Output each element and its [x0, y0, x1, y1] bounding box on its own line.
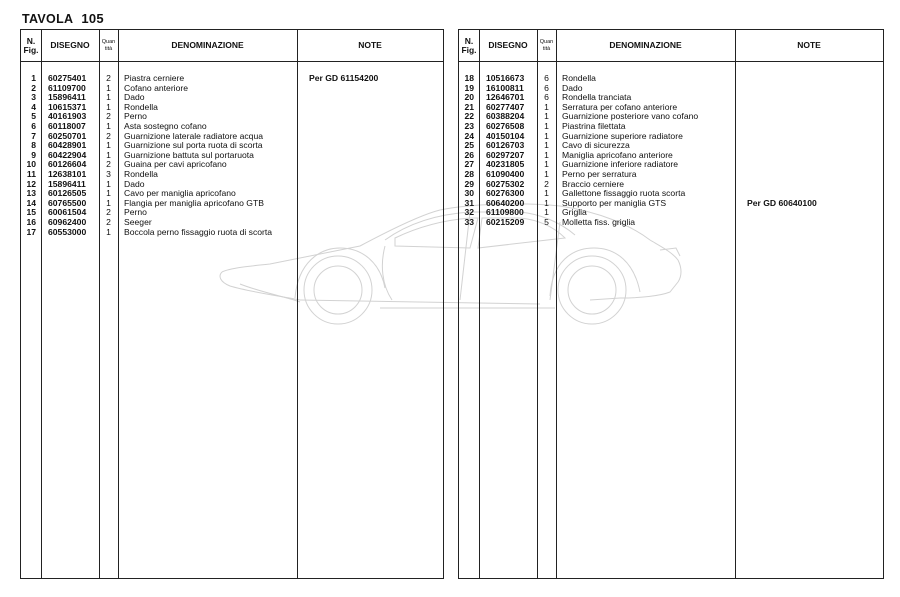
row-quantita: 1 — [106, 188, 111, 199]
row-quantita: 2 — [106, 111, 111, 122]
row-denominazione: Flangia per maniglia apricofano GTB — [124, 197, 264, 208]
row-denominazione: Seeger — [124, 216, 152, 227]
row-number: 13 — [26, 188, 36, 199]
row-denominazione: Serratura per cofano anteriore — [562, 101, 678, 112]
row-quantita: 2 — [106, 73, 111, 83]
row-quantita: 1 — [106, 82, 111, 93]
title-number: 105 — [81, 11, 104, 26]
header-n-fig-line2: Fig. — [461, 44, 477, 55]
row-disegno: 60215209 — [486, 216, 525, 227]
row-number: 9 — [31, 149, 36, 160]
row-denominazione: Rondella — [562, 73, 596, 83]
row-quantita: 1 — [106, 178, 111, 189]
header-note: NOTE — [358, 40, 382, 50]
row-number: 24 — [464, 130, 474, 141]
row-disegno: 60250701 — [48, 130, 87, 141]
row-denominazione: Guarnizione battuta sul portaruota — [124, 149, 254, 160]
row-denominazione: Guarnizione inferiore radiatore — [562, 159, 679, 170]
row-disegno: 10615371 — [48, 101, 87, 112]
row-disegno: 60422904 — [48, 149, 87, 160]
header-quantita-line2: tità — [104, 45, 113, 52]
row-quantita: 2 — [106, 216, 111, 227]
row-number: 10 — [26, 159, 36, 170]
row-disegno: 60765500 — [48, 197, 87, 208]
row-number: 23 — [464, 120, 474, 131]
row-number: 25 — [464, 140, 474, 151]
row-number: 2 — [31, 82, 36, 93]
row-number: 16 — [26, 216, 36, 227]
table-row — [21, 228, 443, 238]
row-number: 33 — [464, 216, 474, 227]
row-quantita: 6 — [544, 82, 549, 93]
row-denominazione: Rondella tranciata — [562, 92, 632, 103]
header-denominazione: DENOMINAZIONE — [609, 40, 682, 50]
row-disegno: 60276300 — [486, 188, 525, 199]
parts-table-left — [20, 29, 444, 579]
row-number: 4 — [31, 101, 36, 112]
row-quantita: 1 — [544, 149, 549, 160]
row-quantita: 1 — [106, 197, 111, 208]
row-number: 15 — [26, 207, 36, 218]
row-denominazione: Guarnizione laterale radiatore acqua — [124, 130, 264, 141]
parts-table-right — [458, 29, 884, 579]
row-disegno: 60126604 — [48, 159, 87, 170]
row-quantita: 2 — [544, 178, 549, 189]
header-n-fig-line2: Fig. — [23, 44, 39, 55]
row-number: 1 — [31, 73, 36, 83]
row-disegno: 60126703 — [486, 140, 525, 151]
header-quantita — [537, 30, 556, 61]
row-number: 27 — [464, 159, 474, 170]
row-denominazione: Perno per serratura — [562, 168, 637, 179]
header-denominazione: DENOMINAZIONE — [171, 40, 244, 50]
row-note: Per GD 61154200 — [309, 73, 379, 83]
row-disegno: 12638101 — [48, 168, 87, 179]
row-number: 11 — [26, 168, 36, 179]
row-number: 30 — [464, 188, 474, 199]
row-disegno: 60640200 — [486, 197, 525, 208]
header-quantita — [99, 30, 118, 61]
header-quantita-line1: Quan — [101, 38, 116, 45]
row-number: 26 — [464, 149, 474, 160]
row-quantita: 1 — [544, 101, 549, 112]
row-quantita: 1 — [106, 140, 111, 151]
row-denominazione: Perno — [124, 207, 147, 218]
row-number: 8 — [31, 140, 36, 151]
row-disegno: 40231805 — [486, 159, 525, 170]
row-disegno: 40161903 — [48, 111, 87, 122]
header-n-fig-line1: N. — [26, 35, 36, 46]
row-denominazione: Rondella — [124, 168, 158, 179]
row-denominazione: Molletta fiss. griglia — [562, 216, 636, 227]
row-number: 5 — [31, 111, 36, 122]
row-quantita: 2 — [106, 207, 111, 218]
row-number: 21 — [464, 101, 474, 112]
row-disegno: 60275302 — [486, 178, 525, 189]
header-n-fig — [459, 30, 479, 61]
row-disegno: 16100811 — [486, 82, 524, 93]
row-number: 17 — [26, 226, 36, 237]
row-denominazione: Piastrina filettata — [562, 120, 626, 131]
row-number: 6 — [31, 120, 36, 131]
header-quantita-line1: Quan — [539, 38, 554, 45]
row-disegno: 15896411 — [48, 178, 86, 189]
header-quantita-line2: tità — [542, 45, 551, 52]
row-disegno: 60297207 — [486, 149, 525, 160]
row-denominazione: Guarnizione superiore radiatore — [562, 130, 683, 141]
row-disegno: 60277407 — [486, 101, 525, 112]
row-denominazione: Gallettone fissaggio ruota scorta — [562, 188, 686, 199]
row-number: 29 — [464, 178, 474, 189]
header-n-fig — [21, 30, 41, 61]
row-quantita: 1 — [544, 197, 549, 208]
row-denominazione: Asta sostegno cofano — [124, 120, 207, 131]
header-n-fig-line1: N. — [464, 35, 474, 46]
row-quantita: 1 — [106, 92, 111, 103]
row-denominazione: Supporto per maniglia GTS — [562, 197, 667, 208]
row-quantita: 1 — [544, 130, 549, 141]
row-denominazione: Braccio cerniere — [562, 178, 625, 189]
row-number: 22 — [464, 111, 474, 122]
title-label: TAVOLA — [22, 12, 74, 26]
page-title — [22, 11, 104, 26]
header-divider — [21, 61, 443, 62]
row-disegno: 60275401 — [48, 73, 87, 83]
row-quantita: 1 — [544, 188, 549, 199]
row-disegno: 60276508 — [486, 120, 525, 131]
row-quantita: 6 — [544, 92, 549, 103]
row-disegno: 61090400 — [486, 168, 525, 179]
row-number: 31 — [464, 197, 474, 208]
row-denominazione: Maniglia apricofano anteriore — [562, 149, 673, 160]
row-number: 12 — [26, 178, 36, 189]
row-quantita: 1 — [544, 168, 549, 179]
row-disegno: 60061504 — [48, 207, 87, 218]
row-disegno: 10516673 — [486, 73, 525, 83]
row-quantita: 2 — [106, 130, 111, 141]
table-row — [459, 218, 883, 228]
row-number: 3 — [31, 92, 36, 103]
row-denominazione: Boccola perno fissaggio ruota di scorta — [124, 226, 273, 237]
row-disegno: 40150104 — [486, 130, 525, 141]
row-denominazione: Dado — [124, 178, 145, 189]
row-number: 20 — [464, 92, 474, 103]
row-disegno: 61109800 — [486, 207, 524, 218]
row-quantita: 1 — [544, 159, 549, 170]
row-denominazione: Dado — [562, 82, 583, 93]
header-disegno: DISEGNO — [50, 40, 90, 50]
row-denominazione: Guarnizione sul porta ruota di scorta — [124, 140, 263, 151]
row-quantita: 1 — [544, 140, 549, 151]
row-disegno: 60118007 — [48, 120, 86, 131]
row-denominazione: Guaina per cavi apricofano — [124, 159, 227, 170]
row-quantita: 1 — [106, 101, 111, 112]
row-denominazione: Rondella — [124, 101, 158, 112]
row-number: 19 — [464, 82, 474, 93]
row-quantita: 1 — [544, 111, 549, 122]
row-denominazione: Griglia — [562, 207, 587, 218]
row-disegno: 61109700 — [48, 82, 86, 93]
row-quantita: 1 — [106, 226, 111, 237]
row-disegno: 60962400 — [48, 216, 87, 227]
row-note: Per GD 60640100 — [747, 197, 817, 208]
row-quantita: 2 — [106, 159, 111, 170]
row-quantita: 1 — [106, 149, 111, 160]
row-denominazione: Cofano anteriore — [124, 82, 189, 93]
row-disegno: 60553000 — [48, 226, 87, 237]
row-disegno: 12646701 — [486, 92, 525, 103]
row-denominazione: Cavo di sicurezza — [562, 140, 630, 151]
row-quantita: 5 — [544, 216, 549, 227]
row-number: 32 — [464, 207, 474, 218]
row-denominazione: Perno — [124, 111, 147, 122]
header-disegno: DISEGNO — [488, 40, 528, 50]
row-number: 7 — [31, 130, 36, 141]
row-disegno: 60388204 — [486, 111, 525, 122]
row-disegno: 15896411 — [48, 92, 86, 103]
row-quantita: 1 — [544, 207, 549, 218]
header-divider — [459, 61, 883, 62]
row-number: 18 — [464, 73, 474, 83]
row-denominazione: Piastra cerniere — [124, 73, 185, 83]
row-quantita: 6 — [544, 73, 549, 83]
row-number: 28 — [464, 168, 474, 179]
row-quantita: 1 — [544, 120, 549, 131]
row-quantita: 1 — [106, 120, 111, 131]
table-body-right — [459, 74, 883, 228]
header-note: NOTE — [797, 40, 821, 50]
row-denominazione: Cavo per maniglia apricofano — [124, 188, 236, 199]
table-body-left — [21, 74, 443, 237]
row-number: 14 — [26, 197, 36, 208]
row-denominazione: Guarnizione posteriore vano cofano — [562, 111, 699, 122]
row-denominazione: Dado — [124, 92, 145, 103]
row-disegno: 60428901 — [48, 140, 87, 151]
row-quantita: 3 — [106, 168, 111, 179]
row-disegno: 60126505 — [48, 188, 87, 199]
